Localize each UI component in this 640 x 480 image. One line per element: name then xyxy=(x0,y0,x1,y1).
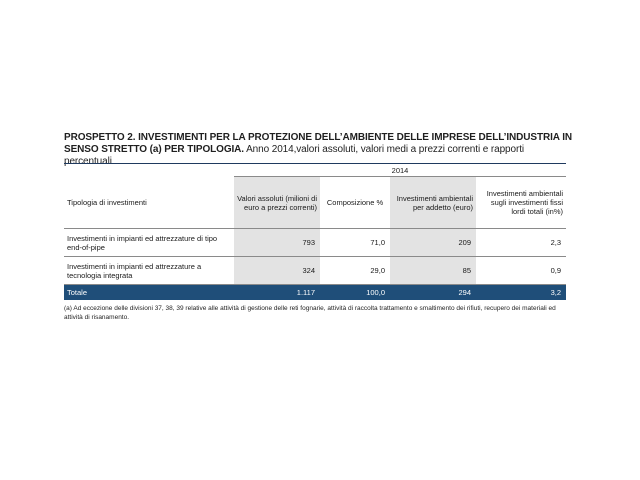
table-row xyxy=(64,257,566,285)
table-title-subtitle: Anno 2014,valori assoluti, valori medi a prezzi correnti e rapporti percentuali xyxy=(64,144,524,167)
total-label: Totale xyxy=(64,285,234,300)
cell-composizione: 71,0 xyxy=(320,229,390,257)
total-valori: 1.117 xyxy=(234,285,320,300)
footnote: (a) Ad eccezione delle divisioni 37, 38, 39 relative alle attività di gestione delle reti fognarie, attività di raccolta trattamento e smaltimento dei rifiuti, recupero dei materiali ed attività di risanamento. xyxy=(64,305,556,321)
table-title-bold: PROSPETTO 2. INVESTIMENTI PER LA PROTEZIONE DELL’AMBIENTE DELLE IMPRESE DELL’INDUSTRIA IN SENSO STRETTO (a) PER TIPOLOGIA. xyxy=(64,132,573,155)
total-row xyxy=(64,285,566,300)
cell-su-fissi: 2,3 xyxy=(476,229,566,257)
cell-per-addetto: 85 xyxy=(390,257,476,285)
total-su-fissi: 3,2 xyxy=(476,285,566,300)
cell-per-addetto: 209 xyxy=(390,229,476,257)
investment-table xyxy=(64,163,566,300)
cell-su-fissi: 0,9 xyxy=(476,257,566,285)
column-header-row xyxy=(64,177,566,229)
cell-valori: 324 xyxy=(234,257,320,285)
empty-corner-cell xyxy=(64,164,234,177)
row-label: Investimenti in impianti ed attrezzature a tecnologia integrata xyxy=(64,257,234,285)
total-per-addetto: 294 xyxy=(390,285,476,300)
header-per-addetto: Investimenti ambientali per addetto (euro) xyxy=(390,177,476,229)
cell-valori: 793 xyxy=(234,229,320,257)
table-row xyxy=(64,229,566,257)
header-tipologia: Tipologia di investimenti xyxy=(64,177,234,229)
header-valori-text: Valori assoluti (milioni di euro a prezzi correnti) xyxy=(237,193,317,212)
cell-composizione: 29,0 xyxy=(320,257,390,285)
total-composizione: 100,0 xyxy=(320,285,390,300)
year-header: 2014 xyxy=(234,164,566,177)
row-label: Investimenti in impianti ed attrezzature di tipo end-of-pipe xyxy=(64,229,234,257)
header-composizione: Composizione % xyxy=(320,177,390,229)
header-valori-assoluti xyxy=(234,177,320,229)
year-header-row xyxy=(64,164,566,177)
header-su-investimenti-fissi: Investimenti ambientali sugli investimenti fissi lordi totali (in%) xyxy=(476,177,566,229)
